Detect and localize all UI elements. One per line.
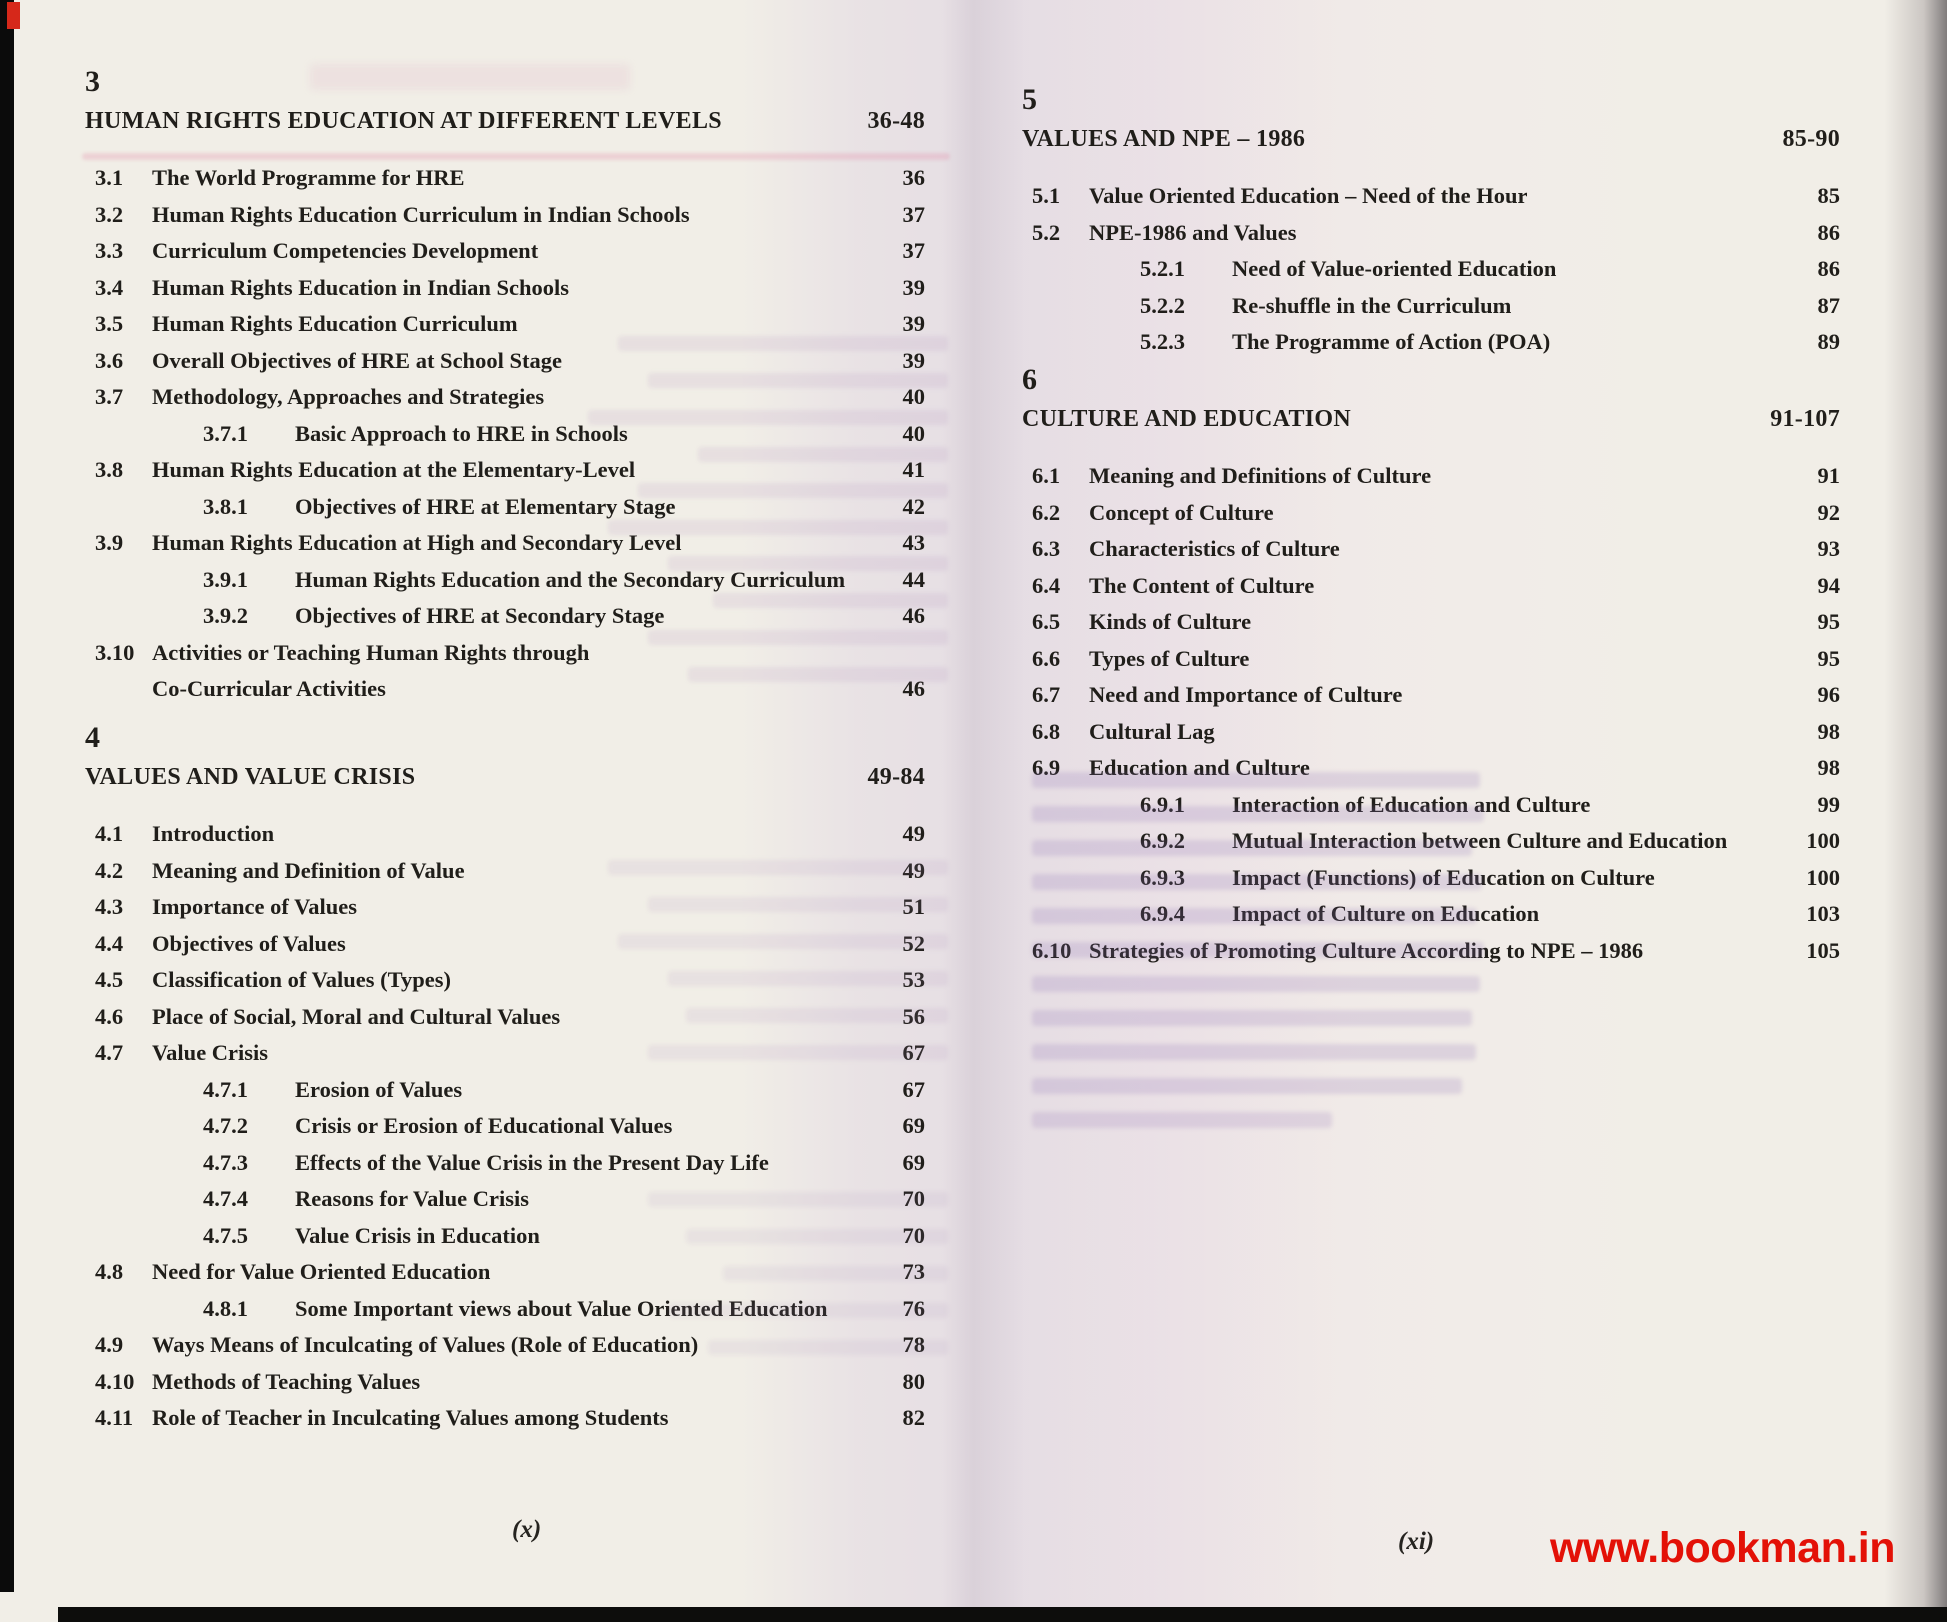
- toc-item-title: Characteristics of Culture: [1089, 536, 1340, 561]
- toc-item-number: 6.2: [1032, 499, 1061, 525]
- toc-item-title: Erosion of Values: [295, 1076, 463, 1102]
- chapter-title: HUMAN RIGHTS EDUCATION AT DIFFERENT LEVELS: [85, 108, 722, 134]
- bleed-through-ink: [708, 1340, 948, 1355]
- scan-edge-left-strip: [0, 0, 14, 1592]
- bleed-through-ink: [1032, 840, 1472, 856]
- toc-item-title: Role of Teacher in Inculcating Values among Students: [152, 1405, 669, 1430]
- toc-item-number: 4.7.1: [203, 1076, 248, 1102]
- toc-item-page: 89: [1817, 329, 1840, 354]
- toc-item-title: Overall Objectives of HRE at School Stage: [152, 347, 562, 373]
- toc-item-number: 3.4: [95, 274, 124, 300]
- toc-item-number: 3.5: [95, 311, 124, 336]
- toc-item-page: 85: [1817, 183, 1840, 208]
- toc-row: [1022, 178, 1840, 215]
- toc-row: [1022, 324, 1840, 361]
- toc-item-title: Concept of Culture: [1089, 499, 1274, 525]
- toc-row: [85, 1364, 925, 1401]
- toc-row: [1022, 604, 1840, 641]
- toc-item-title: Meaning and Definitions of Culture: [1089, 463, 1432, 488]
- bleed-through-ink: [648, 1045, 948, 1060]
- toc-item-number: 6.1: [1032, 463, 1061, 488]
- toc-item-number: 4.3: [95, 894, 124, 919]
- toc-item-title: Human Rights Education at the Elementary-Level: [152, 457, 636, 482]
- toc-item-number: 5.2.1: [1140, 256, 1185, 281]
- bleed-through-ink: [668, 971, 948, 986]
- bleed-through-ink: [668, 1303, 948, 1318]
- toc-item-page: 37: [902, 238, 925, 263]
- chapter-page-range: 85-90: [1782, 126, 1840, 152]
- toc-row: [85, 233, 925, 270]
- toc-item-title: Need for Value Oriented Education: [152, 1259, 491, 1284]
- toc-row: [1022, 215, 1840, 252]
- toc-item-number: 4.7.5: [203, 1222, 248, 1248]
- toc-item-title: Reasons for Value Crisis: [295, 1186, 529, 1211]
- toc-item-page: 53: [902, 967, 925, 992]
- toc-item-title: Meaning and Definition of Value: [152, 857, 465, 883]
- toc-item-number: 6.7: [1032, 682, 1061, 707]
- toc-item-title: Ways Means of Inculcating of Values (Role of Education): [152, 1332, 699, 1357]
- toc-item-page: 87: [1817, 292, 1840, 318]
- toc-row: [85, 1145, 925, 1182]
- toc-item-page: 36: [902, 165, 925, 190]
- toc-item-page: 70: [902, 1222, 925, 1248]
- toc-item-page: 95: [1817, 645, 1840, 671]
- chapter-number: 4: [85, 721, 100, 754]
- toc-item-number: 4.7.2: [203, 1113, 248, 1138]
- bleed-through-ink: [618, 934, 948, 949]
- toc-item-page: 86: [1817, 219, 1840, 245]
- toc-item-title: Objectives of HRE at Secondary Stage: [295, 603, 665, 628]
- toc-item-number: 3.9.2: [203, 603, 248, 628]
- toc-item-title: Human Rights Education Curriculum: [152, 311, 518, 336]
- toc-item-page: 39: [902, 311, 925, 336]
- toc-item-number: 4.9: [95, 1332, 124, 1357]
- toc-item-number: 6.9: [1032, 755, 1061, 780]
- bleed-through-ink: [1032, 908, 1477, 924]
- chapter-heading: [85, 102, 925, 140]
- toc-item-page: 78: [902, 1332, 925, 1357]
- toc-item-title: Methods of Teaching Values: [152, 1368, 421, 1394]
- toc-item-page: 98: [1817, 718, 1840, 744]
- toc-item-title: Kinds of Culture: [1089, 609, 1252, 634]
- toc-item-title: Impact (Functions) of Education on Culture: [1232, 864, 1655, 890]
- toc-item-page: 40: [902, 420, 925, 446]
- toc-item-title: Classification of Values (Types): [152, 967, 451, 992]
- toc-row: [1022, 641, 1840, 678]
- toc-item-page: 93: [1817, 536, 1840, 561]
- chapter-title: VALUES AND NPE – 1986: [1022, 126, 1306, 152]
- chapter-number: 6: [1022, 363, 1037, 396]
- toc-item-number: 4.5: [95, 967, 124, 992]
- toc-item-title: The World Programme for HRE: [152, 165, 465, 190]
- toc-item-title: Need and Importance of Culture: [1089, 682, 1403, 707]
- toc-row: [85, 160, 925, 197]
- toc-row: [1022, 531, 1840, 568]
- toc-item-title: Interaction of Education and Culture: [1232, 791, 1591, 817]
- page-folio-left: (x): [512, 1516, 542, 1543]
- toc-item-title: Crisis or Erosion of Educational Values: [295, 1113, 673, 1138]
- bleed-through-ink: [608, 860, 948, 875]
- toc-item-title: Importance of Values: [152, 894, 358, 919]
- toc-item-title: Place of Social, Moral and Cultural Values: [152, 1003, 561, 1029]
- toc-item-number: 6.9.3: [1140, 864, 1185, 890]
- toc-item-page: 40: [902, 384, 925, 409]
- toc-item-title: The Content of Culture: [1089, 572, 1315, 598]
- toc-item-title: Education and Culture: [1089, 755, 1310, 780]
- toc-item-page: 39: [902, 274, 925, 300]
- toc-item-page: 46: [902, 676, 925, 701]
- toc-item-title: Human Rights Education in Indian Schools: [152, 274, 570, 300]
- toc-item-page: 37: [902, 201, 925, 227]
- chapter-heading: [1022, 400, 1840, 438]
- bleed-through-ink: [608, 520, 948, 535]
- toc-row: [1022, 495, 1840, 532]
- bleed-through-ink: [618, 336, 948, 351]
- toc-item-number: 3.9.1: [203, 566, 248, 592]
- toc-item-title: NPE-1986 and Values: [1089, 219, 1297, 245]
- toc-row: [1022, 714, 1840, 751]
- toc-item-number: 6.4: [1032, 572, 1061, 598]
- page-folio-right: (xi): [1398, 1528, 1435, 1555]
- toc-row: [85, 197, 925, 234]
- toc-item-title: Curriculum Competencies Development: [152, 238, 539, 263]
- bleed-through-ink: [1032, 976, 1480, 992]
- toc-item-list: [85, 160, 925, 708]
- bleed-through-ink: [1032, 874, 1482, 890]
- toc-item-page: 42: [902, 493, 925, 519]
- toc-item-title: Types of Culture: [1089, 645, 1250, 671]
- toc-item-page: 82: [902, 1405, 925, 1430]
- toc-item-list: [1022, 178, 1840, 361]
- toc-item-title: Strategies of Promoting Culture According to NPE – 1986: [1089, 937, 1644, 963]
- toc-item-title: Some Important views about Value Oriented Education: [295, 1295, 828, 1321]
- bleed-through-ink: [698, 447, 948, 462]
- chapter-page-range: 49-84: [867, 764, 925, 790]
- toc-item-number: 4.6: [95, 1003, 124, 1029]
- toc-item-title: Basic Approach to HRE in Schools: [295, 420, 628, 446]
- toc-item-title: Human Rights Education and the Secondary Curriculum: [295, 566, 846, 592]
- toc-item-title: Activities or Teaching Human Rights through: [152, 639, 590, 665]
- toc-item-title: Co-Curricular Activities: [152, 676, 386, 701]
- chapter-title: CULTURE AND EDUCATION: [1022, 406, 1352, 432]
- toc-section-5: [1022, 80, 1840, 361]
- toc-item-number: 3.7: [95, 384, 124, 409]
- toc-row: [85, 1108, 925, 1145]
- toc-item-page: 52: [902, 930, 925, 956]
- toc-item-number: 3.3: [95, 238, 124, 263]
- toc-item-number: 3.8.1: [203, 493, 248, 519]
- toc-item-title: Effects of the Value Crisis in the Present Day Life: [295, 1149, 769, 1175]
- scan-corner-red-mark: [7, 2, 20, 29]
- toc-item-page: 76: [902, 1295, 925, 1321]
- bleed-through-ink: [648, 630, 948, 645]
- toc-item-page: 95: [1817, 609, 1840, 634]
- toc-item-title: Introduction: [152, 821, 275, 846]
- chapter-heading: [85, 758, 925, 796]
- toc-item-page: 100: [1806, 828, 1840, 853]
- toc-item-page: 49: [902, 821, 925, 846]
- toc-item-page: 43: [902, 530, 925, 555]
- bleed-through-ink: [648, 897, 948, 912]
- toc-item-title: Value Oriented Education – Need of the Hour: [1089, 183, 1528, 208]
- toc-item-number: 6.9.2: [1140, 828, 1185, 853]
- bleed-through-ink: [638, 483, 948, 498]
- toc-item-page: 73: [902, 1259, 925, 1284]
- toc-item-page: 56: [902, 1003, 925, 1029]
- toc-item-number: 3.6: [95, 347, 124, 373]
- toc-row: [85, 1072, 925, 1109]
- toc-row: [85, 816, 925, 853]
- toc-item-page: 44: [902, 566, 925, 592]
- toc-item-page: 67: [902, 1040, 925, 1065]
- toc-item-number: 4.8: [95, 1259, 124, 1284]
- toc-row: [1022, 677, 1840, 714]
- toc-item-number: 3.9: [95, 530, 124, 555]
- toc-row: [1022, 568, 1840, 605]
- toc-item-page: 103: [1806, 901, 1840, 926]
- bleed-through-ink: [648, 1192, 948, 1207]
- bleed-through-ink: [723, 1266, 948, 1281]
- toc-item-page: 92: [1817, 499, 1840, 525]
- toc-item-number: 5.2.3: [1140, 329, 1185, 354]
- toc-item-number: 4.7: [95, 1040, 124, 1065]
- toc-item-page: 96: [1817, 682, 1840, 707]
- toc-row: [1022, 288, 1840, 325]
- chapter-number: 3: [85, 65, 100, 98]
- toc-item-page: 98: [1817, 755, 1840, 780]
- bleed-through-ink: [686, 1229, 948, 1244]
- toc-item-page: 67: [902, 1076, 925, 1102]
- toc-item-title: Objectives of HRE at Elementary Stage: [295, 493, 676, 519]
- toc-item-number: 3.10: [95, 639, 135, 665]
- bleed-through-ink: [688, 667, 948, 682]
- bleed-through-ink: [310, 64, 630, 90]
- bleed-through-ink: [713, 593, 948, 608]
- toc-item-title: Need of Value-oriented Education: [1232, 256, 1557, 281]
- toc-section-4: [85, 718, 925, 1437]
- bleed-through-ink: [1032, 1112, 1332, 1128]
- bleed-through-ink: [686, 1008, 948, 1023]
- toc-item-page: 41: [902, 457, 925, 482]
- toc-item-title: Cultural Lag: [1089, 718, 1215, 744]
- toc-row: [1022, 458, 1840, 495]
- toc-item-page: 105: [1806, 937, 1840, 963]
- toc-item-title: Human Rights Education Curriculum in Indian Schools: [152, 201, 690, 227]
- toc-item-title: Mutual Interaction between Culture and Education: [1232, 828, 1728, 853]
- bleed-through-ink: [1032, 942, 1484, 958]
- toc-item-number: 3.1: [95, 165, 124, 190]
- toc-item-title: Re-shuffle in the Curriculum: [1232, 292, 1512, 318]
- toc-item-number: 6.6: [1032, 645, 1061, 671]
- toc-item-page: 91: [1817, 463, 1840, 488]
- bleed-through-ink: [648, 373, 948, 388]
- toc-item-page: 80: [902, 1368, 925, 1394]
- toc-item-title: The Programme of Action (POA): [1232, 329, 1551, 354]
- toc-item-title: Methodology, Approaches and Strategies: [152, 384, 545, 409]
- toc-item-number: 6.8: [1032, 718, 1061, 744]
- toc-item-page: 39: [902, 347, 925, 373]
- toc-item-number: 6.10: [1032, 937, 1072, 963]
- toc-item-number: 4.1: [95, 821, 124, 846]
- toc-item-page: 51: [902, 894, 925, 919]
- toc-item-page: 100: [1806, 864, 1840, 890]
- toc-item-page: 86: [1817, 256, 1840, 281]
- toc-row: [85, 270, 925, 307]
- bleed-through-ink: [1032, 806, 1484, 822]
- toc-item-number: 4.7.3: [203, 1149, 248, 1175]
- toc-item-number: 4.7.4: [203, 1186, 248, 1211]
- toc-item-page: 70: [902, 1186, 925, 1211]
- toc-item-page: 69: [902, 1113, 925, 1138]
- toc-item-number: 5.2: [1032, 219, 1061, 245]
- toc-item-page: 46: [902, 603, 925, 628]
- toc-item-number: 4.10: [95, 1368, 135, 1394]
- chapter-number: 5: [1022, 83, 1037, 116]
- chapter-page-range: 36-48: [867, 108, 925, 134]
- toc-row: [85, 1400, 925, 1437]
- toc-item-number: 6.5: [1032, 609, 1061, 634]
- bleed-through-ink: [82, 153, 950, 160]
- toc-item-title: Value Crisis in Education: [295, 1222, 540, 1248]
- toc-item-number: 4.4: [95, 930, 124, 956]
- chapter-heading: [1022, 120, 1840, 158]
- toc-item-number: 3.8: [95, 457, 124, 482]
- toc-item-number: 4.8.1: [203, 1295, 248, 1321]
- toc-item-number: 3.7.1: [203, 420, 248, 446]
- bleed-through-ink: [1032, 1078, 1462, 1094]
- toc-item-title: Objectives of Values: [152, 930, 346, 956]
- chapter-title: VALUES AND VALUE CRISIS: [85, 764, 416, 790]
- bookman-watermark: www.bookman.in: [1550, 1524, 1895, 1572]
- toc-item-title: Impact of Culture on Education: [1232, 901, 1540, 926]
- bleed-through-ink: [668, 556, 948, 571]
- chapter-page-range: 91-107: [1770, 406, 1840, 432]
- toc-item-number: 6.3: [1032, 536, 1061, 561]
- toc-item-title: Human Rights Education at High and Secondary Level: [152, 530, 682, 555]
- toc-item-number: 6.9.4: [1140, 901, 1185, 926]
- scan-edge-bottom-strip: [58, 1607, 1947, 1622]
- bleed-through-ink: [1032, 1010, 1472, 1026]
- toc-item-page: 49: [902, 857, 925, 883]
- toc-item-number: 4.2: [95, 857, 124, 883]
- toc-page-left: [85, 0, 925, 1622]
- bleed-through-ink: [1032, 1044, 1476, 1060]
- toc-item-number: 3.2: [95, 201, 124, 227]
- toc-item-number: 4.11: [95, 1405, 134, 1430]
- bleed-through-ink: [588, 410, 948, 425]
- toc-item-page: 94: [1817, 572, 1840, 598]
- toc-item-page: 69: [902, 1149, 925, 1175]
- toc-row: [1022, 251, 1840, 288]
- toc-item-number: 6.9.1: [1140, 791, 1185, 817]
- bleed-through-ink: [1032, 772, 1480, 788]
- toc-item-number: 5.2.2: [1140, 292, 1185, 318]
- toc-item-list: [1022, 458, 1840, 969]
- toc-item-title: Value Crisis: [152, 1040, 269, 1065]
- toc-item-page: 99: [1817, 791, 1840, 817]
- toc-item-number: 5.1: [1032, 183, 1061, 208]
